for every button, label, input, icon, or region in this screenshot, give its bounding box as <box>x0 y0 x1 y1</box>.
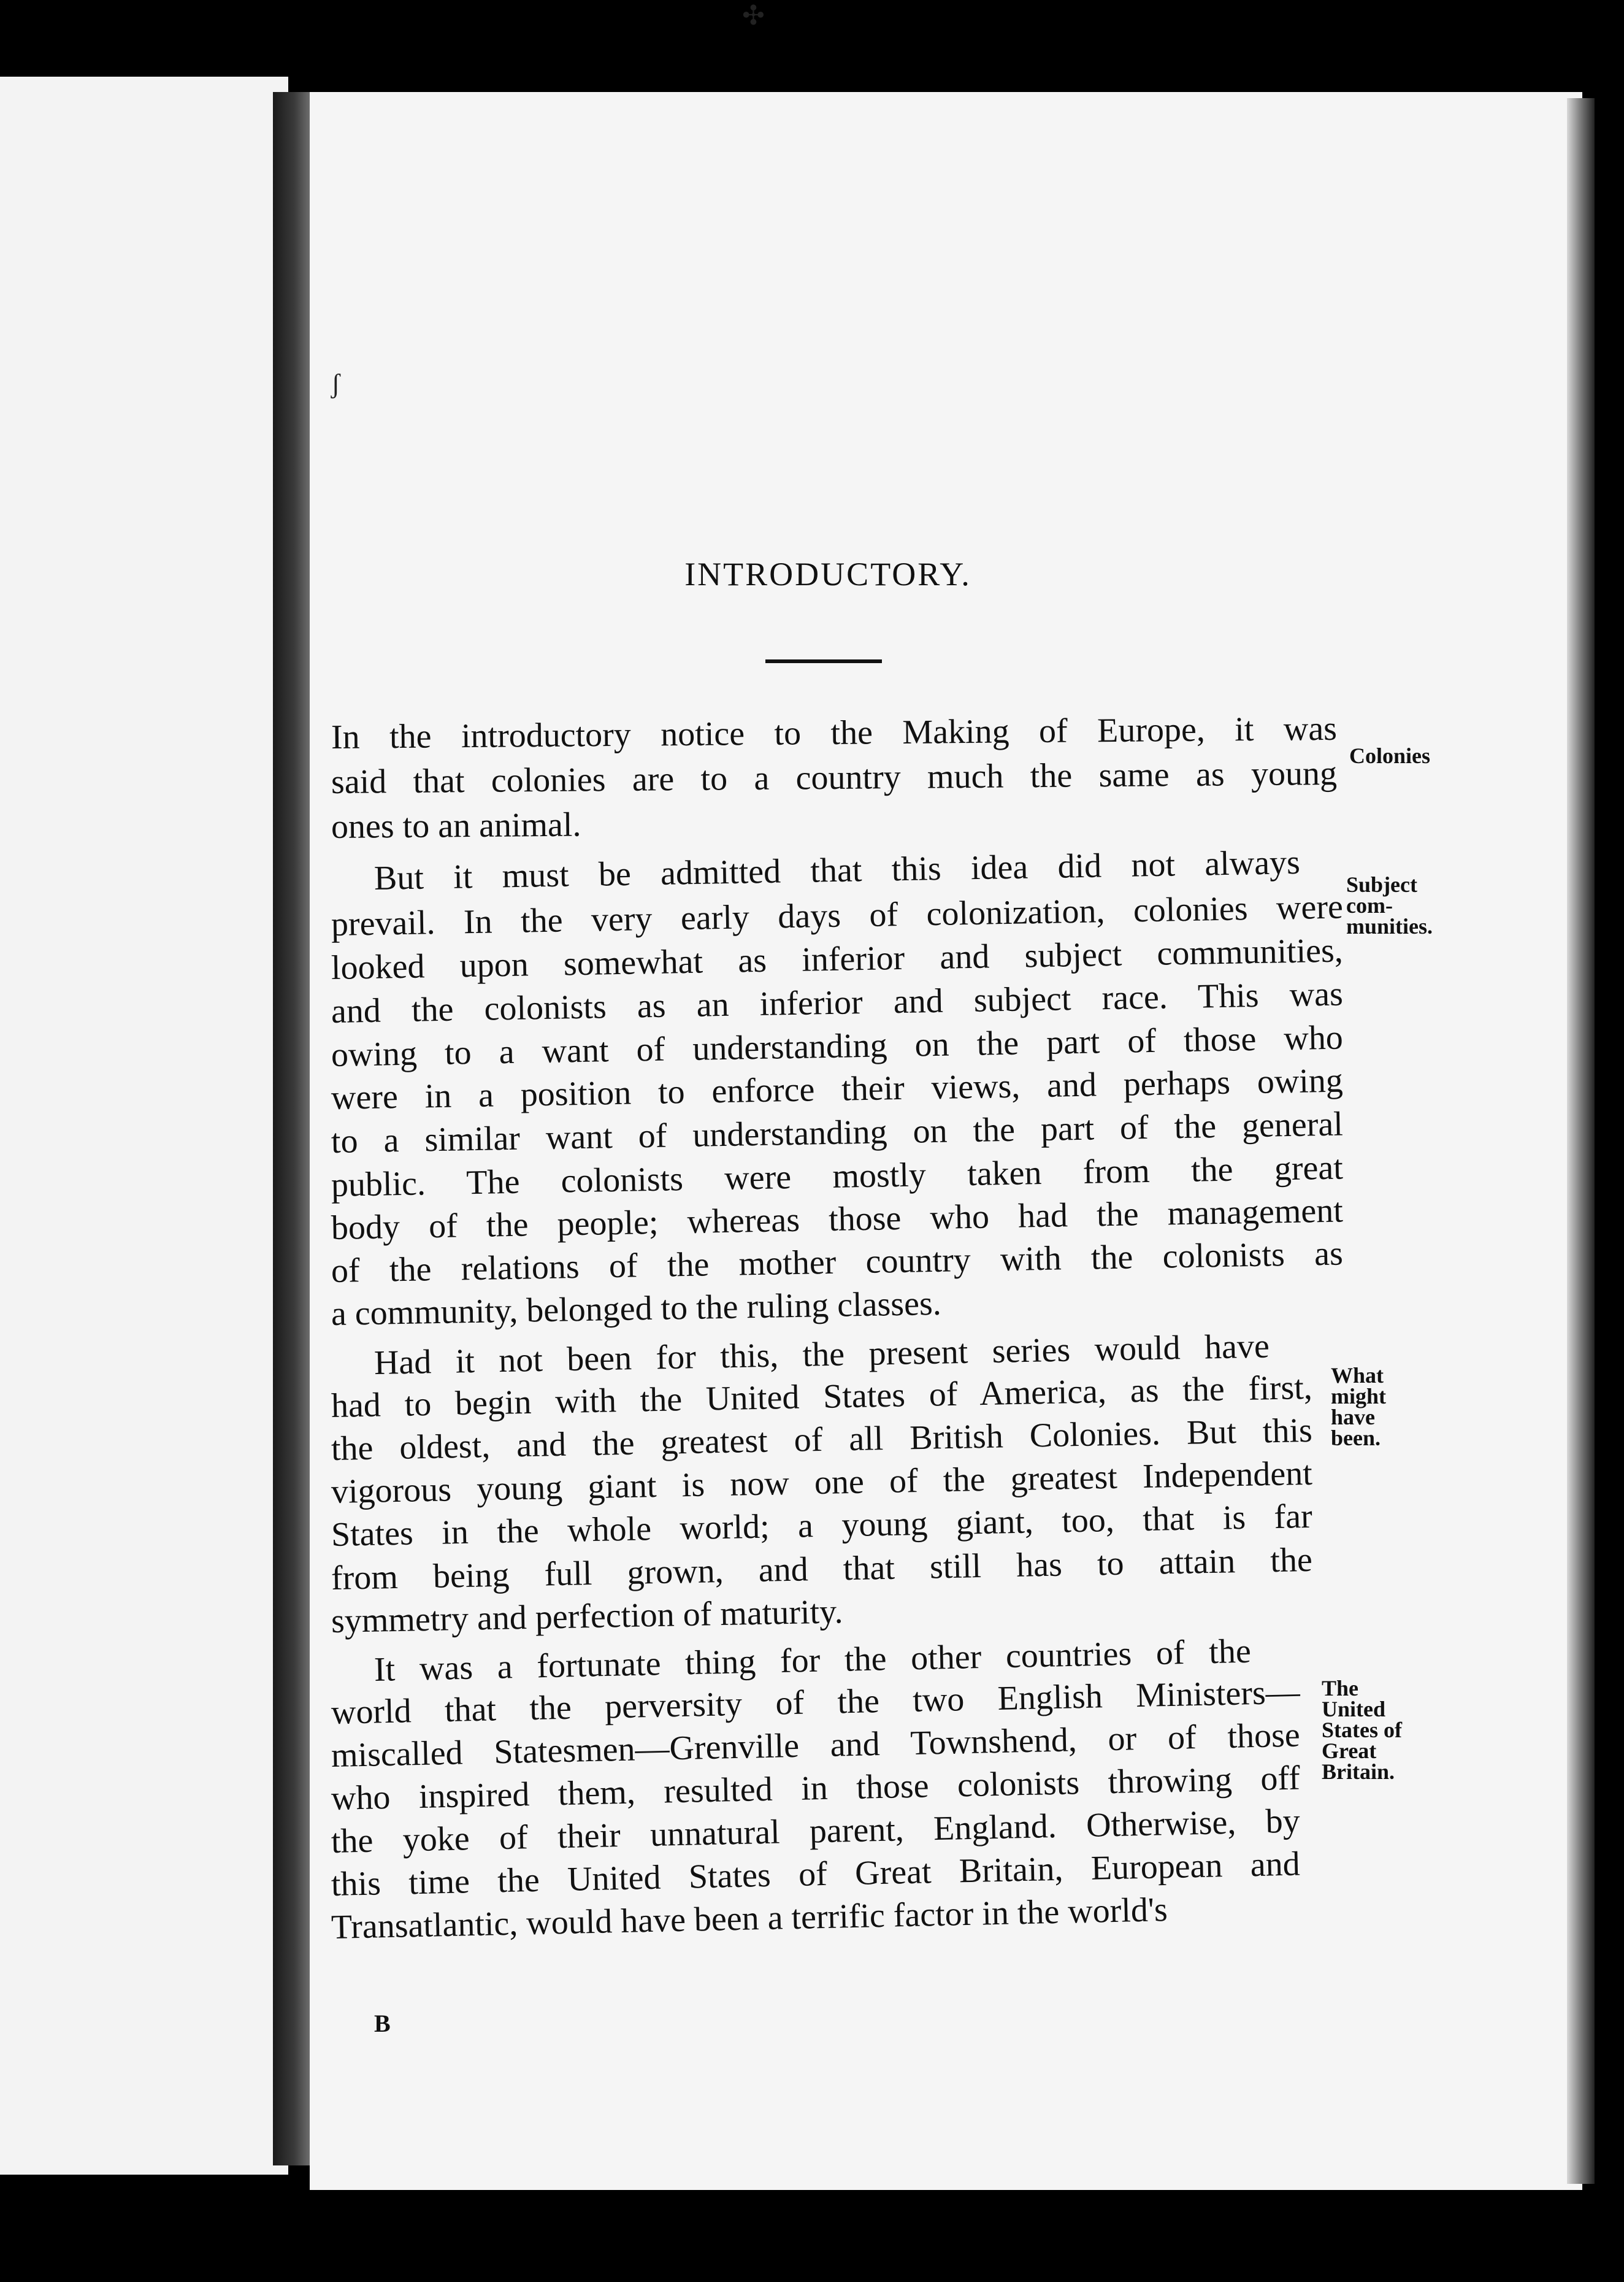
text-line: public. The colonists were mostly taken from the great <box>331 1148 1344 1204</box>
text-line: Had it not been for this, the present series would have <box>373 1327 1270 1382</box>
text-line: But it must be admitted that this idea did not always <box>373 843 1301 897</box>
margin-note-line: The <box>1322 1676 1359 1700</box>
text-line: the oldest, and the greatest of all British Colonies. But this <box>331 1411 1313 1468</box>
margin-note <box>1349 745 1430 766</box>
margin-note-line: Great <box>1322 1738 1377 1763</box>
margin-note-line: might <box>1331 1384 1386 1408</box>
margin-note <box>1322 1678 1402 1782</box>
text-line: the yoke of their unnatural parent, England. Otherwise, by <box>331 1802 1301 1861</box>
text-line: were in a position to enforce their views, and perhaps owing <box>331 1061 1344 1117</box>
text-line: miscalled Statesmen—Grenville and Townshend, or of those <box>331 1716 1301 1775</box>
text-line: said that colonies are to a country much the same as young <box>331 754 1338 801</box>
margin-note-line: munities. <box>1346 914 1433 939</box>
text-line: ones to an animal. <box>331 805 581 846</box>
margin-note-line: com- <box>1346 893 1393 918</box>
margin-note-line: Britain. <box>1322 1759 1395 1784</box>
text-line: owing to a want of understanding on the part of those who <box>331 1018 1344 1074</box>
text-line: In the introductory notice to the Making of Europe, it was <box>331 709 1338 756</box>
margin-note <box>1331 1365 1386 1448</box>
text-line: who inspired them, resulted in those colonists throwing off <box>331 1759 1301 1818</box>
text-line: States in the whole world; a young giant, too, that is far <box>331 1497 1313 1554</box>
text-line: had to begin with the United States of America, as the first, <box>331 1368 1313 1425</box>
text-line: vigorous young giant is now one of the greatest Independent <box>331 1454 1313 1511</box>
text-line: looked upon somewhat as inferior and subject communities, <box>331 931 1344 987</box>
page-edge-shadow <box>1567 98 1595 2184</box>
text-line: this time the United States of Great Britain, European and <box>331 1845 1301 1904</box>
text-line: and the colonists as an inferior and subject race. This was <box>331 975 1344 1031</box>
text-line: Transatlantic, would have been a terrific factor in the world's <box>331 1891 1168 1946</box>
title-rule <box>765 659 882 663</box>
margin-note-line: What <box>1331 1363 1384 1388</box>
scan-speck: ʃ <box>331 369 340 399</box>
text-line: to a similar want of understanding on the part of the general <box>331 1105 1344 1161</box>
margin-note-line: States of <box>1322 1718 1402 1742</box>
text-line: from being full grown, and that still has to attain the <box>331 1540 1313 1597</box>
text-line: of the relations of the mother country with the colonists as <box>331 1234 1344 1290</box>
scan-speck: ✣ <box>742 1 765 31</box>
margin-note-line: Subject <box>1346 872 1417 897</box>
text-line: world that the perversity of the two English Ministers— <box>331 1673 1301 1732</box>
text-line: prevail. In the very early days of colonization, colonies were <box>331 888 1344 943</box>
margin-note-line: United <box>1322 1697 1386 1721</box>
margin-note-line: been. <box>1331 1426 1381 1450</box>
margin-note-line: Colonies <box>1349 743 1431 768</box>
margin-note <box>1346 874 1433 937</box>
text-line: body of the people; whereas those who had the management <box>331 1191 1344 1247</box>
text-line: symmetry and perfection of maturity. <box>331 1592 843 1640</box>
signature-mark: B <box>374 2010 391 2037</box>
text-line: It was a fortunate thing for the other countries of the <box>373 1632 1252 1689</box>
left-page-blank <box>0 77 288 2175</box>
margin-note-line: have <box>1331 1405 1375 1429</box>
page-title: INTRODUCTORY. <box>684 556 971 593</box>
text-line: a community, belonged to the ruling classes. <box>331 1284 942 1333</box>
